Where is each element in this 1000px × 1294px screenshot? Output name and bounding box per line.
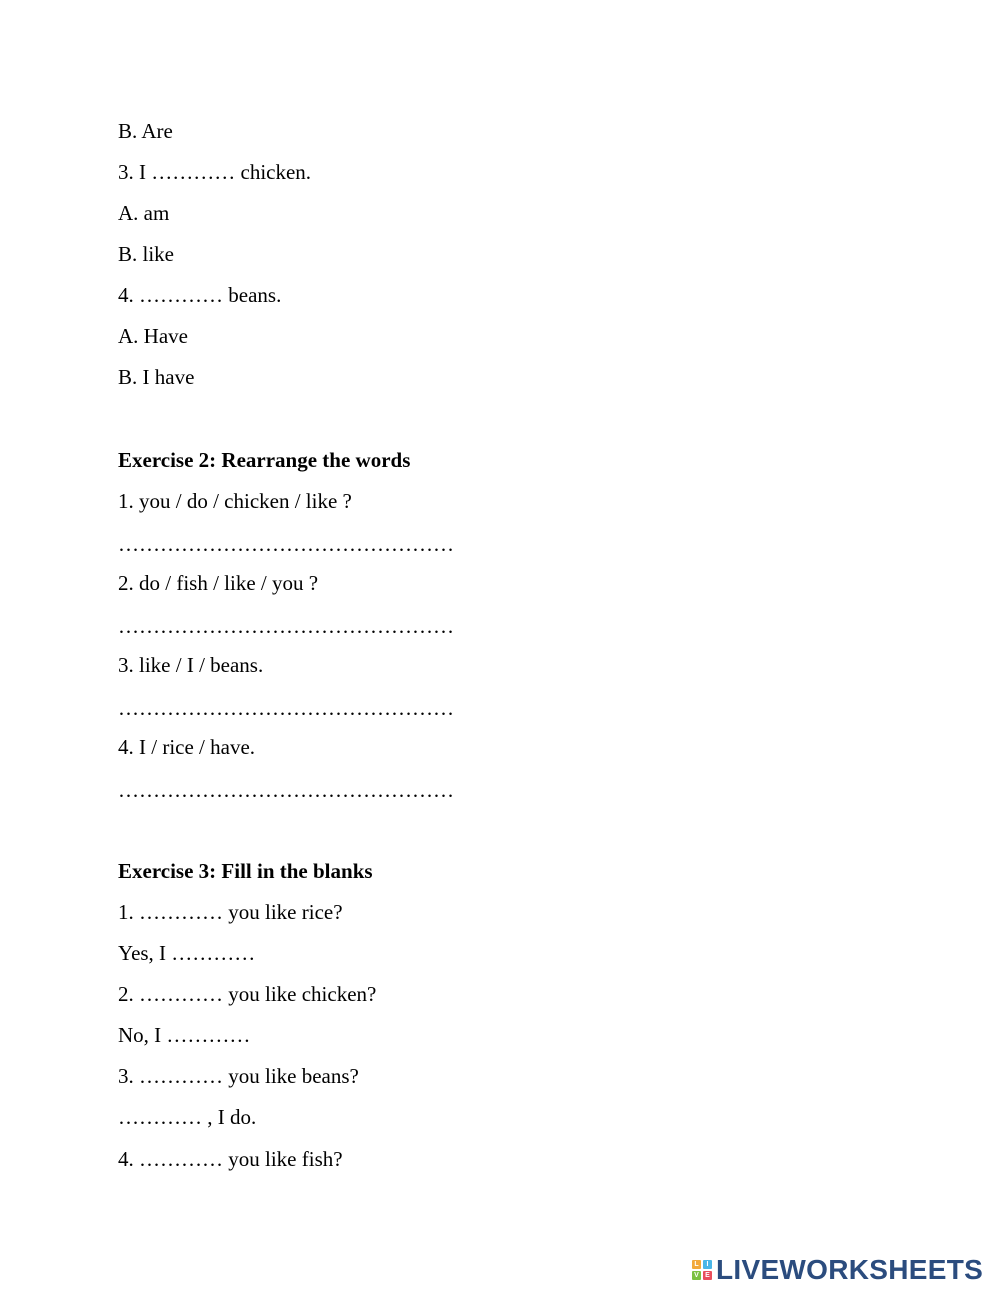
ex3-reply-1: Yes, I ………… — [118, 941, 256, 965]
ex2-answer-line-2[interactable]: ………………………………………… — [118, 614, 454, 638]
ex2-answer-line-3[interactable]: ………………………………………… — [118, 696, 454, 720]
option-b-are: B. Are — [118, 119, 173, 143]
ex2-answer-line-4[interactable]: ………………………………………… — [118, 778, 454, 802]
ex3-item-1: 1. ………… you like rice? — [118, 900, 343, 924]
ex2-item-2: 2. do / fish / like / you ? — [118, 571, 319, 595]
ex3-item-4: 4. ………… you like fish? — [118, 1147, 343, 1171]
logo-mark-letter: V — [692, 1271, 701, 1280]
question-3: 3. I ………… chicken. — [118, 160, 312, 184]
ex3-item-3: 3. ………… you like beans? — [118, 1064, 359, 1088]
logo-text: LIVEWORKSHEETS — [716, 1254, 984, 1285]
logo-mark-letter: I — [703, 1260, 712, 1269]
logo-mark-letter: L — [692, 1260, 701, 1269]
exercise-2-title: Exercise 2: Rearrange the words — [118, 448, 411, 472]
ex2-item-4: 4. I / rice / have. — [118, 735, 256, 759]
ex3-reply-3: ………… , I do. — [118, 1105, 257, 1129]
exercise-3-title: Exercise 3: Fill in the blanks — [118, 859, 373, 883]
question-4: 4. ………… beans. — [118, 283, 282, 307]
option-b-i-have: B. I have — [118, 365, 195, 389]
ex3-item-2: 2. ………… you like chicken? — [118, 982, 377, 1006]
ex3-reply-2: No, I ………… — [118, 1023, 251, 1047]
ex2-item-1: 1. you / do / chicken / like ? — [118, 489, 352, 513]
logo-mark-letter: E — [703, 1271, 712, 1280]
logo-mark-icon — [692, 1260, 712, 1280]
liveworksheets-logo — [692, 1255, 983, 1285]
option-a-am: A. am — [118, 201, 170, 225]
option-a-have: A. Have — [118, 324, 188, 348]
ex2-answer-line-1[interactable]: ………………………………………… — [118, 532, 454, 556]
ex2-item-3: 3. like / I / beans. — [118, 653, 264, 677]
option-b-like: B. like — [118, 242, 174, 266]
